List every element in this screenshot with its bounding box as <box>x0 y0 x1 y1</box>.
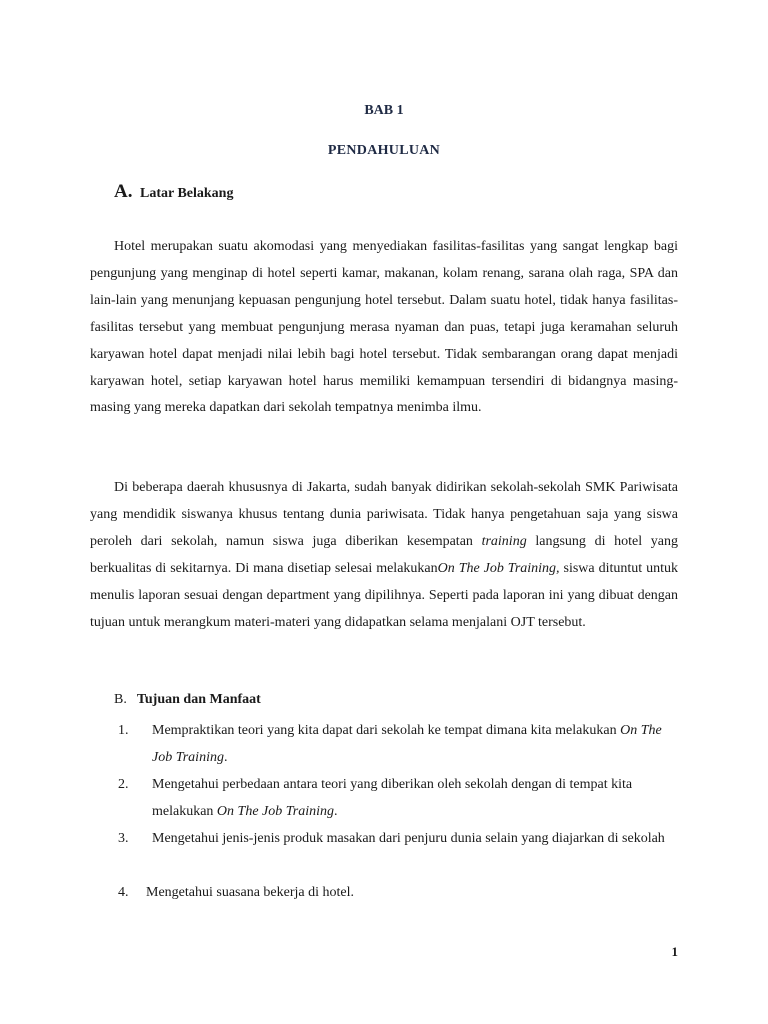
paragraph-background: Hotel merupakan suatu akomodasi yang menyediakan fasilitas-fasilitas yang sangat lengkap bagi pengunjung yang menginap di hotel seperti kamar, makanan, kolam renang, sarana olah raga, SPA dan lain-lain yang menunjang kepuasan pengunjung hotel tersebut. Dalam suatu hotel, tidak hanya fasilitas-fasilitas tersebut yang membuat pengunjung merasa nyaman dan puas, tetapi juga keramahan seluruh karyawan hotel dapat menjadi nilai lebih bagi hotel tersebut. Tidak sembarangan orang dapat menjadi karyawan hotel, setiap karyawan hotel harus memiliki kemampuan tersendiri di bidangnya masing-masing yang mereka dapatkan dari sekolah tempatnya menimba ilmu. <box>90 239 678 416</box>
list-item-text-after: . <box>223 750 228 765</box>
list-item-number: 1. <box>118 723 129 738</box>
section-a-letter: A. <box>114 181 133 202</box>
paragraph-smk-italic-training: training <box>481 533 527 549</box>
paragraph-smk-italic-ojt: On The Job Training, <box>437 560 560 576</box>
list-item-text-after: . <box>334 804 338 819</box>
chapter-number: BAB 1 <box>364 103 404 118</box>
list-item-number: 3. <box>118 831 129 846</box>
list-item-text <box>152 717 678 771</box>
section-b-title: Tujuan dan Manfaat <box>136 692 261 707</box>
page-number: 1 <box>671 944 678 959</box>
section-a-heading <box>114 181 233 203</box>
paragraph-smk <box>90 475 678 636</box>
list-item-text-italic: On The Job Training <box>216 804 334 819</box>
paragraph-smk-part3: siswa dituntut untuk menulis laporan sesuai dengan department yang dipilihnya. Seperti pada laporan ini yang dibuat dengan tujuan untuk merangkum materi-materi yang didapatkan selama menjalani OJT tersebut. <box>90 560 678 630</box>
section-b-heading <box>114 692 261 708</box>
list-item-number: 4. <box>118 885 129 900</box>
list-item-text-plain: Mempraktikan teori yang kita dapat dari sekolah ke tempat dimana kita melakukan <box>152 723 621 738</box>
section-a-title: Latar Belakang <box>139 186 234 201</box>
list-item-text-plain: Mengetahui perbedaan antara teori yang diberikan oleh sekolah dengan di tempat kita melakukan <box>152 777 633 819</box>
list-item <box>118 717 678 771</box>
list-item-text <box>152 771 678 825</box>
paragraph-smk-part1: Di beberapa daerah khususnya di Jakarta, sudah banyak didirikan sekolah-sekolah SMK Pariwisata yang mendidik siswanya khusus tentang dunia pariwisata. Tidak hanya pengetahuan saja yang siswa peroleh dari sekolah, namun siswa juga diberikan kesempatan <box>90 480 678 549</box>
section-b-letter: B. <box>114 692 127 707</box>
paragraph-smk-part2: langsung di hotel yang berkualitas di sekitarnya. Di mana disetiap selesai melakukan <box>90 533 678 576</box>
list-item-text-italic: On The Job Training <box>152 723 662 765</box>
chapter-title: PENDAHULUAN <box>327 143 441 158</box>
list-item-text: Mengetahui suasana bekerja di hotel. <box>146 885 354 900</box>
list-item <box>118 771 678 825</box>
list-item <box>118 879 678 906</box>
list-item <box>118 825 678 852</box>
list-item-number: 2. <box>118 777 129 792</box>
list-item-text: Mengetahui jenis-jenis produk masakan dari penjuru dunia selain yang diajarkan di sekolah <box>152 831 665 846</box>
